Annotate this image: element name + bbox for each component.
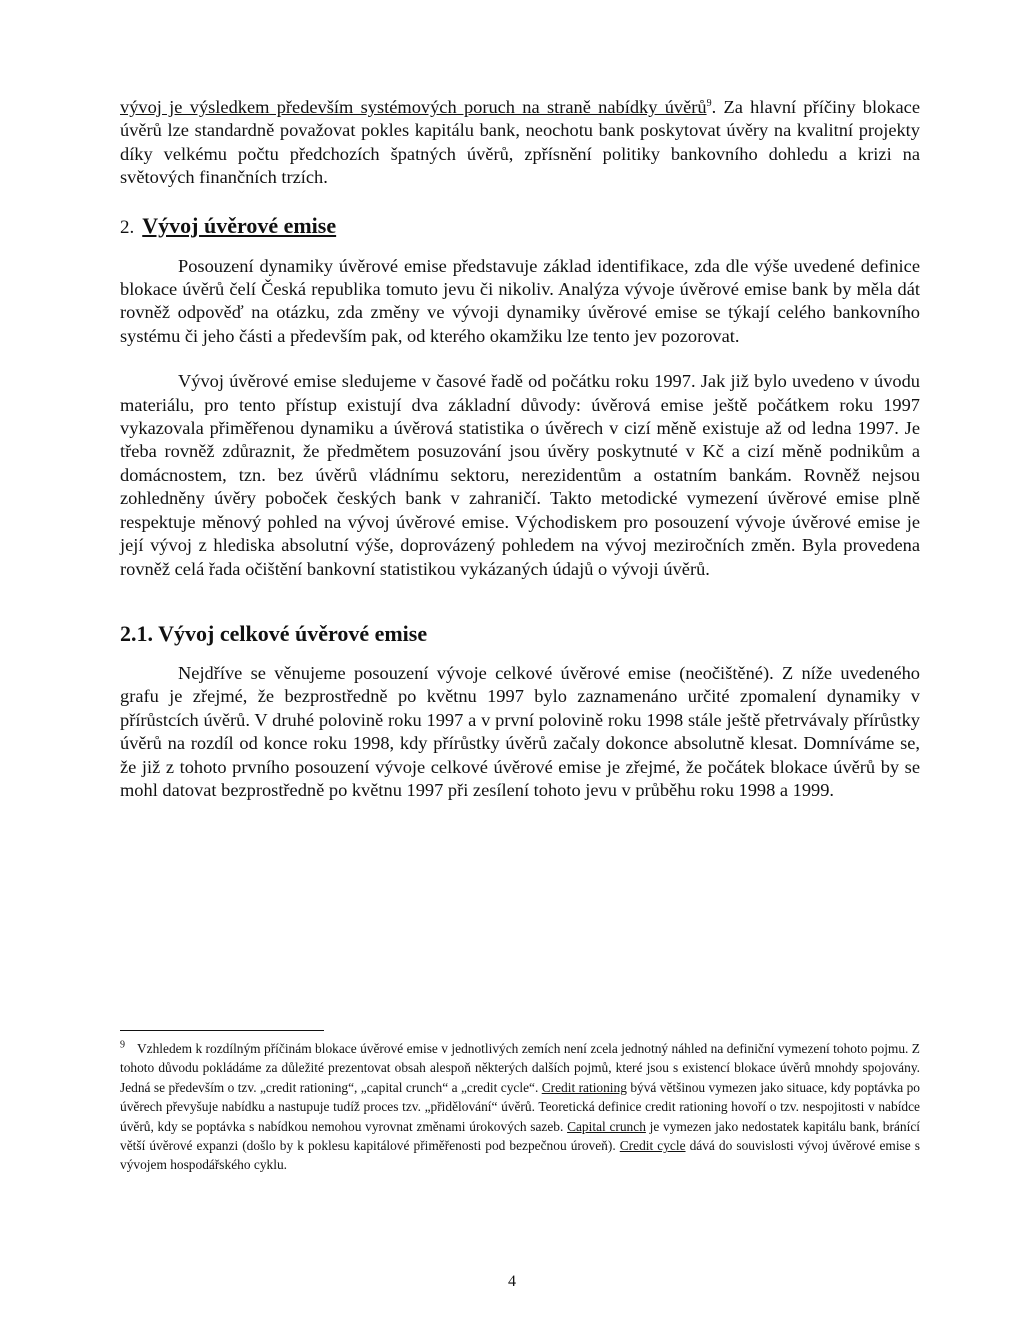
page-body — [120, 96, 920, 802]
intro-underlined-text: vývoj je výsledkem především systémových poruch na straně nabídky úvěrů — [120, 97, 707, 117]
footnote-term-credit-cycle: Credit cycle — [619, 1138, 686, 1154]
footnote-term-capital-crunch: Capital crunch — [567, 1118, 646, 1134]
section-number: 2. — [120, 216, 135, 238]
section-heading — [120, 210, 920, 244]
footnote-text-1: Vzhledem k rozdílným příčinám blokace úvěrové emise v jednotlivých zemích není zcela jednotný náhled na definiční vymezení tohoto pojmu. Z tohoto důvodu pokládáme za důležité prezentovat obsah alespoň některých dalších pojmů, které jsou s existencí blokace úvěrů mnohdy spojovány. Jedná se především o tzv. „credit rationing“, „capital crunch“ a „credit cycle“. — [120, 1041, 920, 1095]
footnote-term-credit-rationing: Credit rationing — [541, 1079, 627, 1095]
footnote-ref[interactable]: 9 — [706, 97, 712, 109]
intro-paragraph — [120, 96, 920, 190]
subsection-heading: 2.1. Vývoj celkové úvěrové emise — [120, 620, 428, 646]
page-number: 4 — [508, 1273, 516, 1290]
footnote — [120, 1039, 920, 1175]
section-paragraph-2: Vývoj úvěrové emise sledujeme v časové řadě od počátku roku 1997. Jak již bylo uvedeno v úvodu materiálu, pro tento přístup existují dva základní důvody: úvěrová emise ještě počátkem roku 1997 vykazovala přiměřenou dynamiku a úvěrová statistika o úvěrech v cizí měně existuje až od ledna 1997. Je třeba rovněž zdůraznit, že předmětem posuzování jsou úvěry poskytnuté v Kč a cizí měně podnikům a domácnostem, tzn. bez úvěrů vládnímu sektoru, nerezidentům a ostatním bankám. Rovněž nejsou zohledněny úvěry poboček českých bank v zahraničí. Takto metodické vymezení úvěrové emise plně respektuje měnový pohled na vývoj úvěrové emise. Východiskem pro posouzení vývoje úvěrové emise je její vývoj z hlediska absolutní výše, doprovázený pohledem na vývoj meziročních změn. Byla provedena rovněž celá řada očištění bankovní statistikou vykázaných údajů o vývoji úvěrů. — [120, 371, 920, 579]
footnote-number: 9 — [120, 1039, 125, 1051]
footnote-divider — [120, 1030, 324, 1031]
intro-text: . Za hlavní příčiny blokace úvěrů lze standardně považovat pokles kapitálu bank, neochotu bank poskytovat úvěry na kvalitní projekty díky velkému počtu předchozích špatných úvěrů, zpřísnění politiky bankovního dohledu a krizi na světových finančních trzích. — [120, 97, 920, 188]
footnote-text-2: bývá většinou vymezen jako situace, kdy poptávka po úvěrech převyšuje nabídku a nastupuje tudíž proces tzv. „přidělování“ úvěrů. Teoretická definice credit rationing hovoří o tzv. nespojitosti v nabídce úvěrů, kdy se poptávka s nabídkou nemohou vyrovnat změnami úrokových sazeb. — [120, 1079, 920, 1134]
section-paragraph-1: Posouzení dynamiky úvěrové emise představuje základ identifikace, zda dle výše uvedené definice blokace úvěrů čelí Česká republika tomuto jevu či nikoliv. Analýza vývoje úvěrové emise bank by měla dát rovněž odpověď na otázku, zda změny ve vývoji dynamiky úvěrové emise se týkají celého bankovního systému či jeho části a především pak, od kterého okamžiku lze tento jev pozorovat. — [120, 255, 920, 346]
footnote-text-3: je vymezen jako nedostatek kapitálu bank, bránící větší úvěrové expanzi (došlo by k poklesu kapitálové přiměřenosti pod bezpečnou úroveň). — [120, 1118, 920, 1154]
section-title: Vývoj úvěrové emise — [142, 212, 337, 238]
subsection-paragraph: Nejdříve se věnujeme posouzení vývoje celkové úvěrové emise (neočištěné). Z níže uvedeného grafu je zřejmé, že bezprostředně po květnu 1997 bylo zaznamenáno určité zpomalení dynamiky v přírůstcích úvěrů. V druhé polovině roku 1997 a v první polovině roku 1998 stále ještě přetrvávaly přírůstky úvěrů na rozdíl od konce roku 1998, kdy přírůstky úvěrů začaly dokonce absolutně klesat. Domníváme se, že již z tohoto prvního posouzení vývoje celkové úvěrové emise je zřejmé, že počátek blokace úvěrů by se mohl datovat bezprostředně po květnu 1997 při zesílení tohoto jevu v průběhu roku 1998 a 1999. — [120, 662, 920, 800]
footnote-text-4: dává do souvislosti vývoj úvěrové emise s vývojem hospodářského cyklu. — [120, 1138, 920, 1173]
